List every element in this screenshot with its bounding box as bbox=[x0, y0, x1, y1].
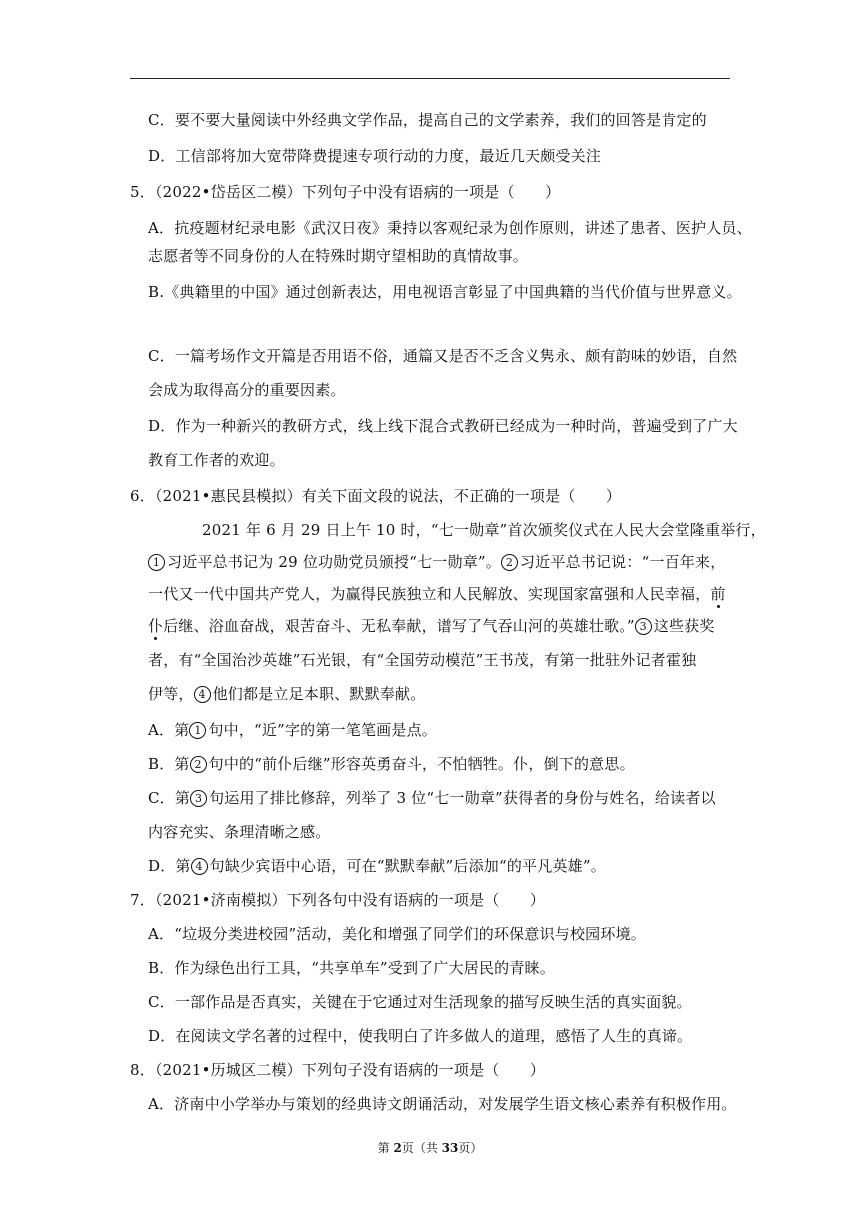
question-6-stem: 6．（2021•惠民县模拟）有关下面文段的说法，不正确的一项是（ ） bbox=[130, 487, 622, 505]
circled-number-3: 3 bbox=[190, 790, 207, 807]
passage-line-5: 者，有“全国治沙英雄”石光银，有“全国劳动模范”王书茂，有第一批驻外记者霍独 bbox=[148, 651, 697, 669]
option-4d: D．工信部将加大宽带降费提速专项行动的力度，最近几天颇受关注 bbox=[148, 147, 602, 165]
footer-text: 第 bbox=[377, 1141, 394, 1155]
option-5d-line1: D．作为一种新兴的教研方式，线上线下混合式教研已经成为一种时尚，普遍受到了广大 bbox=[148, 417, 738, 435]
option-5a-line1: A．抗疫题材纪录电影《武汉日夜》秉持以客观纪录为创作原则，讲述了患者、医护人员、 bbox=[148, 219, 752, 237]
option-text: 句中，“近”字的第一笔笔画是点。 bbox=[208, 721, 437, 739]
footer-text: 页） bbox=[458, 1141, 483, 1155]
option-text: 句缺少宾语中心语，可在“默默奉献”后添加“的平凡英雄”。 bbox=[209, 857, 606, 875]
option-text: 句运用了排比修辞，列举了 3 位“七一勋章”获得者的身份与姓名，给读者以 bbox=[209, 789, 716, 807]
circled-number-1: 1 bbox=[148, 554, 165, 571]
passage-line-4 bbox=[148, 616, 715, 636]
circled-number-1: 1 bbox=[189, 722, 206, 739]
option-6c-line1 bbox=[148, 788, 716, 808]
option-7a: A．“垃圾分类进校园”活动，美化和增强了同学们的环保意识与校园环境。 bbox=[148, 925, 646, 943]
passage-text: 一代又一代中国共产党人，为赢得民族独立和人民解放、实现国家富强和人民幸福， bbox=[148, 585, 711, 603]
passage-line-2 bbox=[148, 552, 725, 572]
passage-line-6 bbox=[148, 684, 425, 704]
option-7c: C．一部作品是否真实，关键在于它通过对生活现象的描写反映生活的真实面貌。 bbox=[148, 993, 692, 1011]
option-label: B．第 bbox=[148, 755, 190, 773]
question-7-stem: 7．（2021•济南模拟）下列各句中没有语病的一项是（ ） bbox=[130, 891, 546, 909]
option-5a-line2: 志愿者等不同身份的人在特殊时期守望相助的真情故事。 bbox=[148, 247, 529, 265]
option-text: 句中的“前仆后继”形容英勇奋斗，不怕牺牲。仆，倒下的意思。 bbox=[208, 755, 635, 773]
option-label: D．第 bbox=[148, 857, 191, 875]
option-6d bbox=[148, 856, 606, 876]
option-7b: B．作为绿色出行工具，“共享单车”受到了广大居民的青睐。 bbox=[148, 959, 555, 977]
circled-number-4: 4 bbox=[194, 686, 211, 703]
passage-line-3 bbox=[148, 584, 726, 604]
option-7d: D．在阅读文学名著的过程中，使我明白了许多做人的道理，感悟了人生的真谛。 bbox=[148, 1027, 693, 1045]
page-footer bbox=[0, 1140, 860, 1156]
option-6c-line2: 内容充实、条理清晰之感。 bbox=[148, 823, 331, 841]
option-5c-line2: 会成为取得高分的重要因素。 bbox=[148, 381, 346, 399]
circled-number-4: 4 bbox=[191, 858, 208, 875]
option-label: A．第 bbox=[148, 721, 190, 739]
passage-text: 、浴血奋战，艰苦奋斗、无私奉献，谱写了气吞山河的英雄壮歌。” bbox=[193, 617, 635, 635]
option-6a bbox=[148, 720, 437, 740]
passage-sentence-2-start: 习近平总书记说：“一百年来， bbox=[519, 553, 726, 571]
emphasized-char-qian: 前 bbox=[710, 585, 726, 603]
header-rule bbox=[130, 78, 730, 79]
passage-sentence-3-start: 这些获奖 bbox=[653, 617, 715, 635]
option-4c: C．要不要大量阅读中外经典文学作品，提高自己的文学素养，我们的回答是肯定的 bbox=[148, 111, 707, 129]
passage-text: 伊等， bbox=[148, 685, 194, 703]
circled-number-2: 2 bbox=[190, 756, 207, 773]
emphasized-char-pu: 仆 bbox=[148, 617, 164, 635]
option-5c-line1: C．一篇考场作文开篇是否用语不俗，通篇又是否不乏含义隽永、颇有韵味的妙语，自然 bbox=[148, 347, 738, 365]
passage-sentence-1: 习近平总书记为 29 位功勋党员颁授“七一勋章”。 bbox=[167, 553, 501, 571]
passage-text: 后继 bbox=[163, 617, 194, 635]
circled-number-3: 3 bbox=[635, 618, 652, 635]
question-5-stem: 5．（2022•岱岳区二模）下列句子中没有语病的一项是（ ） bbox=[130, 183, 561, 201]
passage-sentence-4: 他们都是立足本职、默默奉献。 bbox=[212, 685, 426, 703]
option-5d-line2: 教育工作者的欢迎。 bbox=[148, 451, 285, 469]
option-6b bbox=[148, 754, 635, 774]
page-number: 2 bbox=[393, 1141, 402, 1155]
option-label: C．第 bbox=[148, 789, 191, 807]
option-5b: B.《典籍里的中国》通过创新表达，用电视语言彰显了中国典籍的当代价值与世界意义。 bbox=[148, 283, 742, 301]
passage-line-1: 2021 年 6 月 29 日上午 10 时，“七一勋章”首次颁奖仪式在人民大会堂隆重举行， bbox=[202, 521, 766, 539]
circled-number-2: 2 bbox=[501, 554, 518, 571]
option-8a: A．济南中小学举办与策划的经典诗文朗诵活动，对发展学生语文核心素养有积极作用。 bbox=[148, 1095, 737, 1113]
question-8-stem: 8．（2021•历城区二模）下列句子没有语病的一项是（ ） bbox=[130, 1061, 546, 1079]
page-total: 33 bbox=[441, 1141, 459, 1155]
footer-text: 页（共 bbox=[401, 1141, 442, 1155]
